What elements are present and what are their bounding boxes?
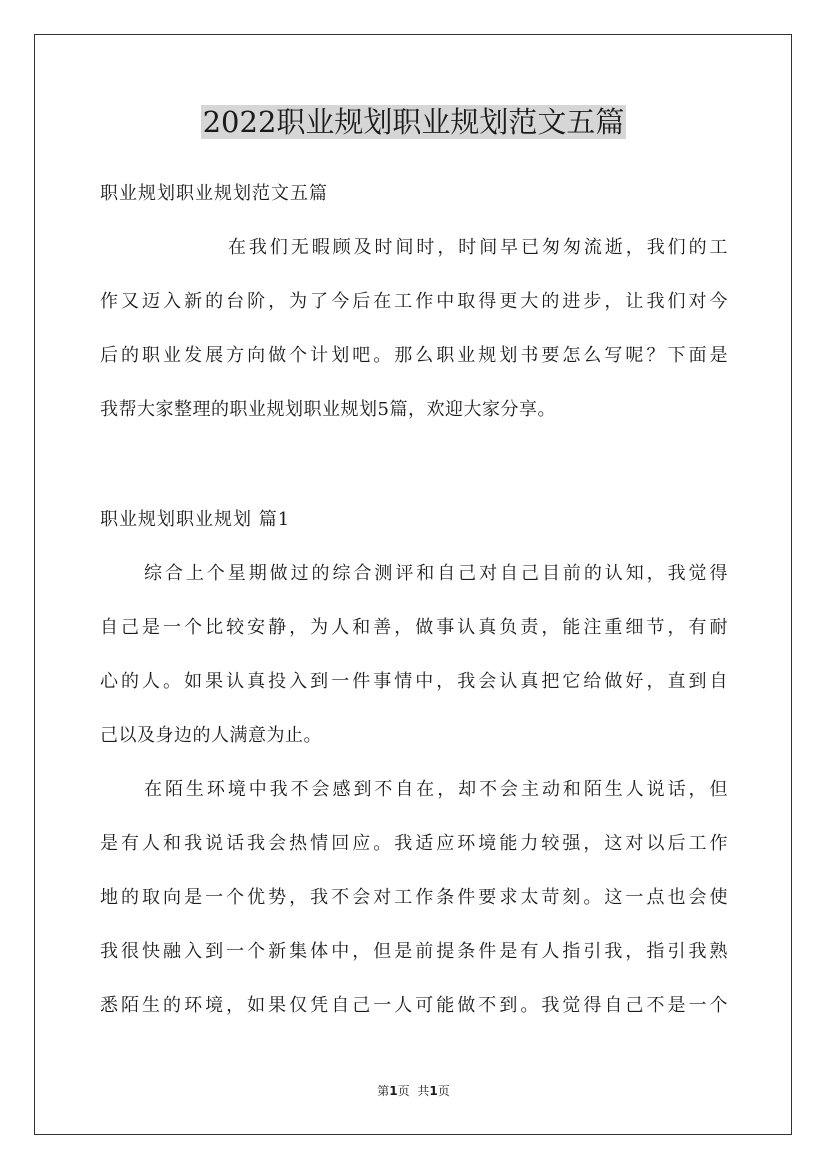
document-title-text: 2022职业规划职业规划范文五篇 [202, 105, 625, 139]
page-label-suffix: 页 [397, 1084, 410, 1098]
page-number: 1 [389, 1084, 398, 1098]
total-pages: 1 [429, 1084, 438, 1098]
paragraph2-line-4: 我很快融入到一个新集体中，但是前提条件是有人指引我，指引我熟 [100, 941, 728, 962]
document-title [0, 100, 827, 144]
section-heading: 职业规划职业规划 篇1 [100, 509, 291, 530]
paragraph1-line-3: 心的人。如果认真投入到一件事情中，我会认真把它给做好，直到自 [100, 671, 728, 692]
paragraph2-line-5: 悉陌生的环境，如果仅凭自己一人可能做不到。我觉得自己不是一个 [100, 995, 728, 1016]
page-label-prefix: 第 [377, 1084, 390, 1098]
page-footer [0, 1083, 827, 1099]
intro-line-4: 我帮大家整理的职业规划职业规划5篇，欢迎大家分享。 [100, 399, 556, 420]
document-subtitle: 职业规划职业规划范文五篇 [100, 183, 328, 204]
paragraph1-line-1: 综合上个星期做过的综合测评和自己对自己目前的认知，我觉得 [144, 563, 728, 584]
paragraph1-line-2: 自己是一个比较安静，为人和善，做事认真负责，能注重细节，有耐 [100, 617, 728, 638]
paragraph2-line-3: 地的取向是一个优势，我不会对工作条件要求太苛刻。这一点也会使 [100, 887, 728, 908]
total-suffix: 页 [437, 1084, 450, 1098]
paragraph2-line-1: 在陌生环境中我不会感到不自在，却不会主动和陌生人说话，但 [144, 779, 728, 800]
total-prefix: 共 [417, 1084, 430, 1098]
paragraph2-line-2: 是有人和我说话我会热情回应。我适应环境能力较强，这对以后工作 [100, 833, 728, 854]
paragraph1-line-4: 己以及身边的人满意为止。 [100, 725, 322, 746]
intro-line-1: 在我们无暇顾及时间时，时间早已匆匆流逝，我们的工 [228, 237, 728, 258]
intro-line-2: 作又迈入新的台阶，为了今后在工作中取得更大的进步，让我们对今 [100, 291, 728, 312]
intro-line-3: 后的职业发展方向做个计划吧。那么职业规划书要怎么写呢？下面是 [100, 345, 728, 366]
